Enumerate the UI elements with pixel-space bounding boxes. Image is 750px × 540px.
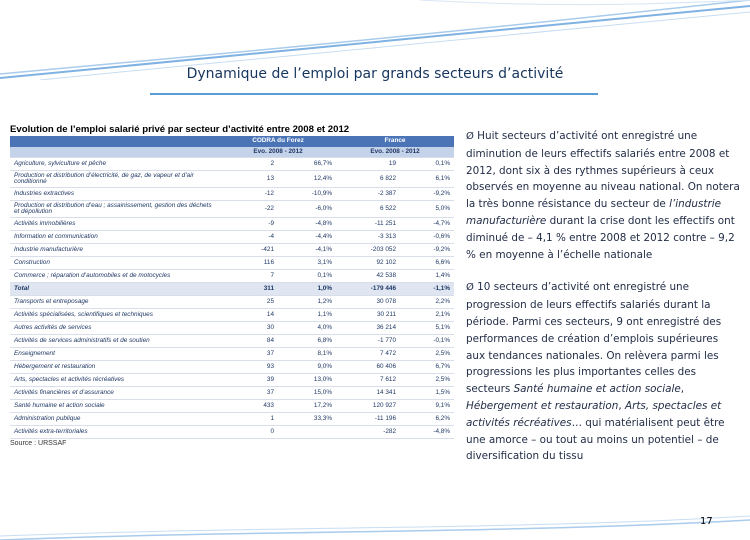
france-value: 7 472 — [336, 348, 400, 361]
codra-percent: -4,1% — [278, 244, 336, 257]
france-percent: -0,1% — [400, 335, 454, 348]
employment-table-panel — [10, 124, 454, 494]
bullet-emphasis: Arts, spectacles et activités récréatives — [466, 399, 722, 429]
sector-label: Autres activités de services — [10, 322, 220, 335]
codra-percent: 66,7% — [278, 158, 336, 171]
codra-percent: 17,2% — [278, 400, 336, 413]
sector-label: Activités spécialisées, scientifiques et techniques — [10, 309, 220, 322]
codra-value: 14 — [220, 309, 278, 322]
table-row — [10, 244, 454, 257]
france-value: 92 102 — [336, 257, 400, 270]
bullet-paragraph — [466, 279, 740, 465]
sector-label: Production et distribution d’électricité, de gaz, de vapeur et d’air conditionné — [10, 171, 220, 188]
codra-value: 2 — [220, 158, 278, 171]
table-row — [10, 413, 454, 426]
bullet-emphasis: Hébergement et restauration — [466, 399, 619, 412]
france-value: 6 522 — [336, 201, 400, 218]
france-percent: 6,6% — [400, 257, 454, 270]
france-percent: 2,5% — [400, 348, 454, 361]
sector-label: Activités financières et d’assurance — [10, 387, 220, 400]
france-percent: 1,5% — [400, 387, 454, 400]
page-number: 17 — [700, 516, 713, 527]
table-row — [10, 426, 454, 439]
bottom-decorative-swoosh — [0, 500, 750, 540]
france-percent: -9,2% — [400, 188, 454, 201]
france-percent: -4,8% — [400, 426, 454, 439]
codra-value: 39 — [220, 374, 278, 387]
codra-value: -9 — [220, 218, 278, 231]
sector-label: Agriculture, sylviculture et pêche — [10, 158, 220, 171]
table-row — [10, 257, 454, 270]
sector-label: Arts, spectacles et activités récréatives — [10, 374, 220, 387]
france-value: -11 196 — [336, 413, 400, 426]
codra-value: -421 — [220, 244, 278, 257]
codra-value: -12 — [220, 188, 278, 201]
codra-percent: 13,0% — [278, 374, 336, 387]
sector-label: Industries extractives — [10, 188, 220, 201]
table-row — [10, 231, 454, 244]
bullet-emphasis: l’industrie manufacturière — [466, 198, 721, 227]
france-percent: 6,2% — [400, 413, 454, 426]
bullet-text: , — [618, 399, 625, 412]
france-percent: 2,1% — [400, 309, 454, 322]
codra-value: 37 — [220, 348, 278, 361]
table-source: Source : URSSAF — [10, 440, 67, 447]
table-row — [10, 361, 454, 374]
sector-label: Construction — [10, 257, 220, 270]
table-row — [10, 158, 454, 171]
bullet-text: , — [680, 383, 685, 396]
codra-percent: -4,8% — [278, 218, 336, 231]
france-value: 36 214 — [336, 322, 400, 335]
subheader-codra: Evo. 2008 - 2012 — [220, 147, 336, 158]
codra-percent: 12,4% — [278, 171, 336, 188]
table-row — [10, 218, 454, 231]
codra-value: 93 — [220, 361, 278, 374]
codra-value: 84 — [220, 335, 278, 348]
codra-percent: 1,2% — [278, 296, 336, 309]
codra-percent: -4,4% — [278, 231, 336, 244]
table-subheader-row — [10, 147, 454, 158]
sector-label: Activités immobilières — [10, 218, 220, 231]
table-title: Evolution de l’emploi salarié privé par secteur d’activité entre 2008 et 2012 — [10, 124, 350, 135]
header-codra: CODRA du Forez — [220, 136, 336, 147]
arrow-bullet-icon: Ø — [466, 282, 474, 294]
sector-label: Santé humaine et action sociale — [10, 400, 220, 413]
france-value: 30 211 — [336, 309, 400, 322]
bullet-paragraph — [466, 128, 740, 263]
bullet-text: Huit secteurs d’activité ont enregistré une diminution de leurs effectifs salariés entre 2008 et 2012, dont six à des rythmes supérieurs à ceux observés en moyenne au niveau national. On notera la très bonne résistance du secteur de — [466, 130, 740, 211]
codra-value: 1 — [220, 413, 278, 426]
table-row — [10, 322, 454, 335]
sector-label: Information et communication — [10, 231, 220, 244]
codra-percent: 0,1% — [278, 270, 336, 283]
sector-label: Activités de services administratifs et de soutien — [10, 335, 220, 348]
france-percent: 0,1% — [400, 158, 454, 171]
codra-percent: -10,9% — [278, 188, 336, 201]
france-value: 14 341 — [336, 387, 400, 400]
codra-percent: 4,0% — [278, 322, 336, 335]
codra-percent: 15,0% — [278, 387, 336, 400]
france-value: -2 387 — [336, 188, 400, 201]
sector-label: Administration publique — [10, 413, 220, 426]
codra-value: -22 — [220, 201, 278, 218]
codra-value: 116 — [220, 257, 278, 270]
subheader-spacer — [10, 147, 220, 158]
table-row — [10, 270, 454, 283]
subheader-france: Evo. 2008 - 2012 — [336, 147, 454, 158]
codra-percent: 6,8% — [278, 335, 336, 348]
table-row — [10, 374, 454, 387]
france-value: -1 770 — [336, 335, 400, 348]
table-row — [10, 296, 454, 309]
codra-percent: 1,1% — [278, 309, 336, 322]
france-percent: -1,1% — [400, 283, 454, 296]
france-value: 30 078 — [336, 296, 400, 309]
france-value: -179 446 — [336, 283, 400, 296]
sector-label: Production et distribution d’eau ; assainissement, gestion des déchets et dépollution — [10, 201, 220, 218]
sector-label: Hébergement et restauration — [10, 361, 220, 374]
france-value: 120 927 — [336, 400, 400, 413]
table-row — [10, 348, 454, 361]
france-percent: 6,7% — [400, 361, 454, 374]
table-row — [10, 400, 454, 413]
table-row — [10, 387, 454, 400]
table-row — [10, 171, 454, 188]
codra-value: 37 — [220, 387, 278, 400]
codra-percent: 8,1% — [278, 348, 336, 361]
sector-label: Activités extra-territoriales — [10, 426, 220, 439]
codra-value: 25 — [220, 296, 278, 309]
france-value: -11 251 — [336, 218, 400, 231]
sector-label: Industrie manufacturière — [10, 244, 220, 257]
france-value: -282 — [336, 426, 400, 439]
france-percent: 1,4% — [400, 270, 454, 283]
codra-value: 433 — [220, 400, 278, 413]
codra-percent: 3,1% — [278, 257, 336, 270]
france-value: 7 612 — [336, 374, 400, 387]
codra-percent — [278, 426, 336, 439]
sector-label: Enseignement — [10, 348, 220, 361]
bullet-emphasis: Santé humaine et action sociale — [513, 383, 681, 396]
france-value: 6 822 — [336, 171, 400, 188]
codra-value: 311 — [220, 283, 278, 296]
france-percent: 5,0% — [400, 201, 454, 218]
france-value: 19 — [336, 158, 400, 171]
france-percent: 5,1% — [400, 322, 454, 335]
codra-value: 7 — [220, 270, 278, 283]
title-underline — [150, 93, 598, 95]
header-spacer — [10, 136, 220, 147]
france-percent: 2,5% — [400, 374, 454, 387]
france-value: -203 052 — [336, 244, 400, 257]
employment-table — [10, 136, 454, 439]
codra-value: 0 — [220, 426, 278, 439]
france-percent: 9,1% — [400, 400, 454, 413]
france-value: 60 406 — [336, 361, 400, 374]
table-header-row — [10, 136, 454, 147]
bullet-text: 10 secteurs d’activité ont enregistré une progression de leurs effectifs salariés durant la période. Parmi ces secteurs, 9 ont enregistré des performances de création d’emplois supérieures aux tendances nationales. On relèvera parmi les progressions les plus importantes celles des secteurs — [466, 281, 722, 396]
codra-percent: 9,0% — [278, 361, 336, 374]
table-row — [10, 309, 454, 322]
commentary-bullets — [466, 128, 740, 481]
table-row — [10, 201, 454, 218]
france-percent: -9,2% — [400, 244, 454, 257]
table-row — [10, 335, 454, 348]
codra-percent: 33,3% — [278, 413, 336, 426]
codra-percent: -6,0% — [278, 201, 336, 218]
table-row — [10, 188, 454, 201]
france-percent: 6,1% — [400, 171, 454, 188]
header-france: France — [336, 136, 454, 147]
sector-label: Transports et entreposage — [10, 296, 220, 309]
codra-value: 30 — [220, 322, 278, 335]
france-percent: 2,2% — [400, 296, 454, 309]
codra-value: 13 — [220, 171, 278, 188]
sector-label: Total — [10, 283, 220, 296]
arrow-bullet-icon: Ø — [466, 131, 474, 142]
france-value: -3 313 — [336, 231, 400, 244]
sector-label: Commerce ; réparation d’automobiles et de motocycles — [10, 270, 220, 283]
slide-title: Dynamique de l’emploi par grands secteurs d’activité — [186, 66, 564, 82]
codra-value: -4 — [220, 231, 278, 244]
france-percent: -0,6% — [400, 231, 454, 244]
bullet-text: durant la crise dont les effectifs ont diminué de – 4,1 % entre 2008 et 2012 contre – 9,2 % en moyenne à l’échelle nationale — [466, 214, 735, 261]
codra-percent: 1,0% — [278, 283, 336, 296]
france-value: 42 538 — [336, 270, 400, 283]
table-row — [10, 283, 454, 296]
bullet-text: … qui matérialisent peut être une amorce – ou tout au moins un potentiel – de diversification du tissu — [466, 416, 725, 463]
france-percent: -4,7% — [400, 218, 454, 231]
